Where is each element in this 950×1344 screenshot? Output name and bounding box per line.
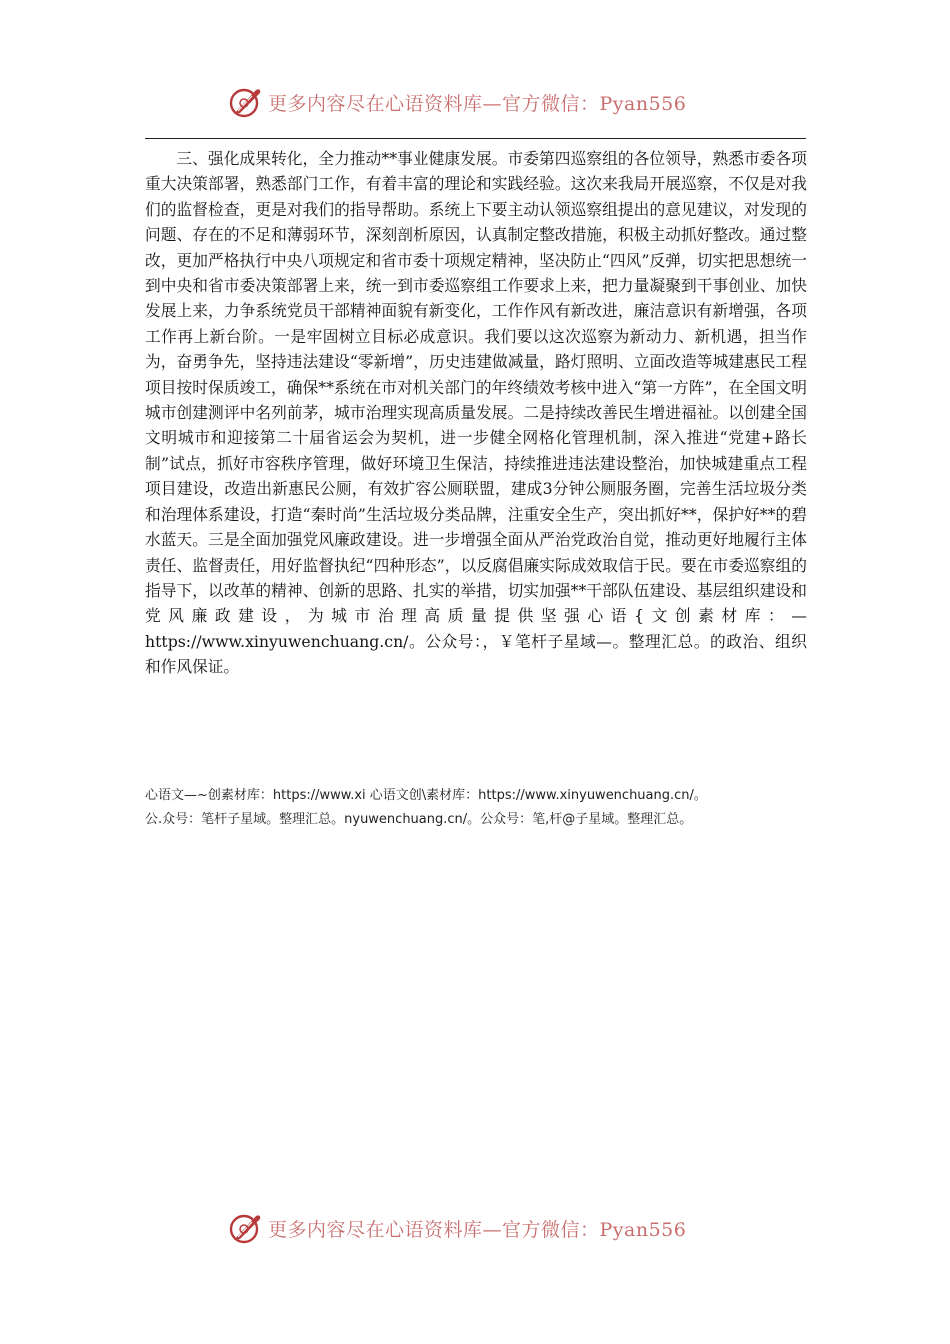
body-paragraph: 三、强化成果转化，全力推动**事业健康发展。市委第四巡察组的各位领导，熟悉市委各项重大决策部署，熟悉部门工作，有着丰富的理论和实践经验。这次来我局开展巡察，不仅是对我们的监督检查，更是对我们的指导帮助。系统上下要主动认领巡察组提出的意见建议，对发现的问题、存在的不足和薄弱环节，深刻剖析原因，认真制定整改措施，积极主动抓好整改。通过整改，更加严格执行中央八项规定和省市委十项规定精神，坚决防止“四风”反弹，切实把思想统一到中央和省市委决策部署上来，统一到市委巡察组工作要求上来，把力量凝聚到干事创业、加快发展上来，力争系统党员干部精神面貌有新变化，工作作风有新改进，廉洁意识有新增强，各项工作再上新台阶。一是牢固树立目标必成意识。我们要以这次巡察为新动力、新机遇，担当作为，奋勇争先，坚持违法建设“零新增”，历史违建做减量，路灯照明、立面改造等城建惠民工程项目按时保质竣工，确保**系统在市对机关部门的年终绩效考核中进入“第一方阵”，在全国文明城市创建测评中名列前茅，城市治理实现高质量发展。二是持续改善民生增进福祉。以创建全国文明城市和迎接第二十届省运会为契机，进一步健全网格化管理机制，深入推进“党建+路长制”试点，抓好市容秩序管理，做好环境卫生保洁，持续推进违法建设整治，加快城建重点工程项目建设，改造出新惠民公厕，有效扩容公厕联盟，建成3分钟公厕服务圈，完善生活垃圾分类和治理体系建设，打造“秦时尚”生活垃圾分类品牌，注重安全生产，突出抓好**，保护好**的碧水蓝天。三是全面加强党风廉政建设。进一步增强全面从严治党政治自觉，推动更好地履行主体责任、监督责任，用好监督执纪“四种形态”，以反腐倡廉实际成效取信于民。要在市委巡察组的指导下，以改革的精神、创新的思路、扎实的举措，切实加强**干部队伍建设、基层组织建设和党风廉政建设，为城市治理高质量提供坚强心语{文创素材库：—https://www.xinyuwenchuang.cn/。公众号：，￥笔杆子星域—。整理汇总。的政治、组织和作风保证。 xyxy=(145,149,807,677)
header-banner-text: 更多内容尽在心语资料库—官方微信：Pyan556 xyxy=(268,92,687,115)
quill-pen-logo-icon xyxy=(228,1210,264,1246)
footer-note xyxy=(145,784,825,831)
footer-banner-text: 更多内容尽在心语资料库—官方微信：Pyan556 xyxy=(268,1218,687,1241)
header-banner xyxy=(228,82,728,122)
footer-banner xyxy=(228,1208,728,1248)
header-divider xyxy=(145,138,806,139)
footer-note-line-2: 公.众号：笔杆子星域。整理汇总。nyuwenchuang.cn/。公众号：笔,杆@子星域。整理汇总。 xyxy=(145,811,693,827)
footer-note-line-1: 心语文—~创素材库：https://www.xi 心语文创\素材库：https://www.xinyuwenchuang.cn/。 xyxy=(145,788,707,803)
quill-pen-logo-icon xyxy=(228,84,264,120)
